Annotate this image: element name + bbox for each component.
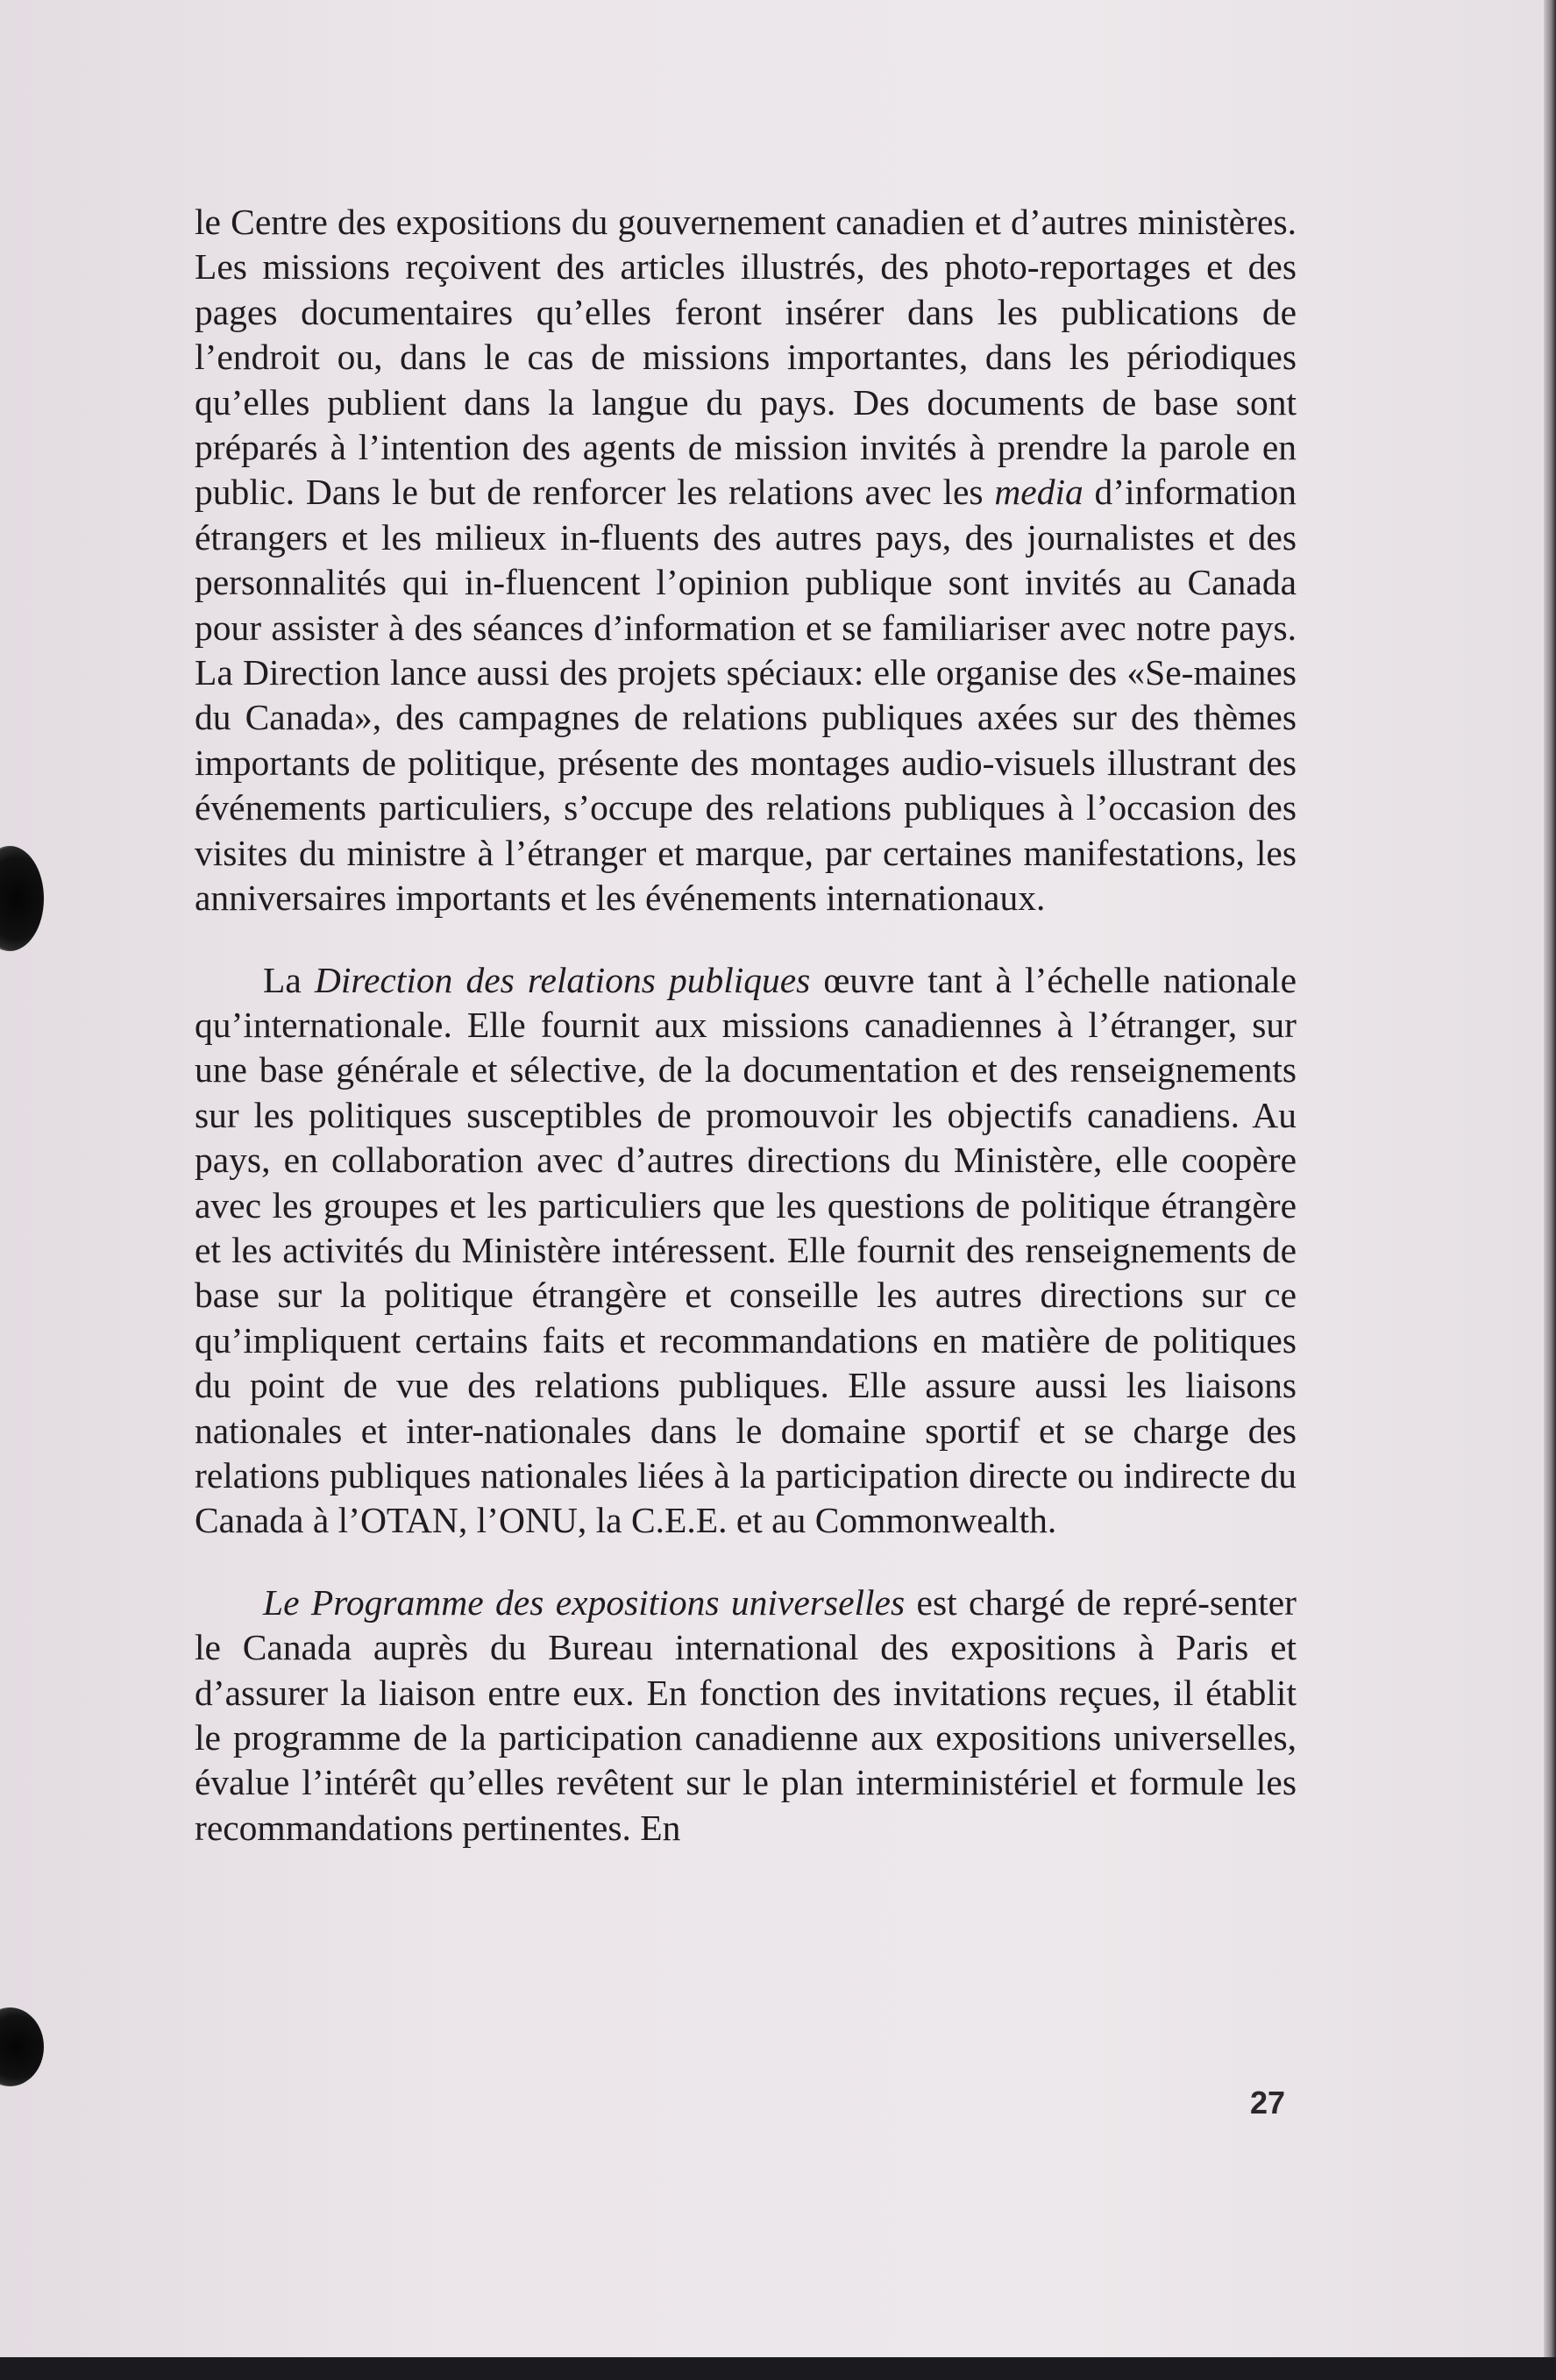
paragraph-2-text-b: œuvre tant à l’échelle nationale qu’internationale. Elle fournit aux missions canadiennes à l’étranger, sur une base générale et sélective, de la documentation et des renseignements sur les politiques susceptibles de promouvoir les objectifs canadiens. Au pays, en collaboration avec d’autres directions du Ministère, elle coopère avec les groupes et les particuliers que les questions de politique étrangère et les activités du Ministère intéressent. Elle fournit des renseignements de base sur la politique étrangère et conseille les autres directions sur ce qu’impliquent certains faits et recommandations en matière de politiques du point de vue des relations publiques. Elle assure aussi les liaisons nationales et inter-nationales dans le domaine sportif et se charge des relations publiques nationales liées à la participation directe ou indirecte du Canada à l’OTAN, l’ONU, la C.E.E. et au Commonwealth. (195, 959, 1297, 1541)
paragraph-2 (195, 958, 1297, 1544)
paragraph-2-text-a: La (263, 959, 315, 1000)
paragraph-1 (195, 200, 1297, 921)
page-number: 27 (1249, 2085, 1285, 2121)
paragraph-3-italic-programme: Le Programme des expositions universelles (263, 1581, 906, 1623)
binder-hole-upper (0, 846, 44, 951)
paragraph-3-text: est chargé de repré-senter le Canada auprès du Bureau international des expositions à Paris et d’assurer la liaison entre eux. En fonction des invitations reçues, il établit le programme de la participation canadienne aux expositions universelles, évalue l’intérêt qu’elles revêtent sur le plan interministériel et formule les recommandations pertinentes. En (195, 1581, 1297, 1848)
page-bottom-edge (0, 2357, 1556, 2380)
body-text (195, 200, 1297, 1887)
paragraph-1-italic-media: media (994, 472, 1084, 513)
paragraph-1-text-b: d’information étrangers et les milieux in-fluents des autres pays, des journalistes et des personnalités qui in-fluencent l’opinion publique sont invités au Canada pour assister à des séances d’information et se familiariser avec notre pays. La Direction lance aussi des projets spéciaux: elle organise des «Se-maines du Canada», des campagnes de relations publiques axées sur des thèmes importants de politique, présente des montages audio-visuels illustrant des événements particuliers, s’occupe des relations publiques à l’occasion des visites du ministre à l’étranger et marque, par certaines manifestations, les anniversaires importants et les événements internationaux. (195, 472, 1297, 919)
binder-hole-lower (0, 2007, 44, 2086)
paragraph-2-italic-direction: Direction des relations publiques (314, 959, 811, 1000)
paragraph-1-text-a: le Centre des expositions du gouvernement canadien et d’autres ministères. Les missions reçoivent des articles illustrés, des photo-reportages et des pages documentaires qu’elles feront insérer dans les publications de l’endroit ou, dans le cas de missions importantes, dans les périodiques qu’elles publient dans la langue du pays. Des documents de base sont préparés à l’intention des agents de mission invités à prendre la parole en public. Dans le but de renforcer les relations avec les (195, 202, 1297, 513)
paragraph-3 (195, 1581, 1297, 1851)
page-edge-shadow (1544, 0, 1556, 2380)
